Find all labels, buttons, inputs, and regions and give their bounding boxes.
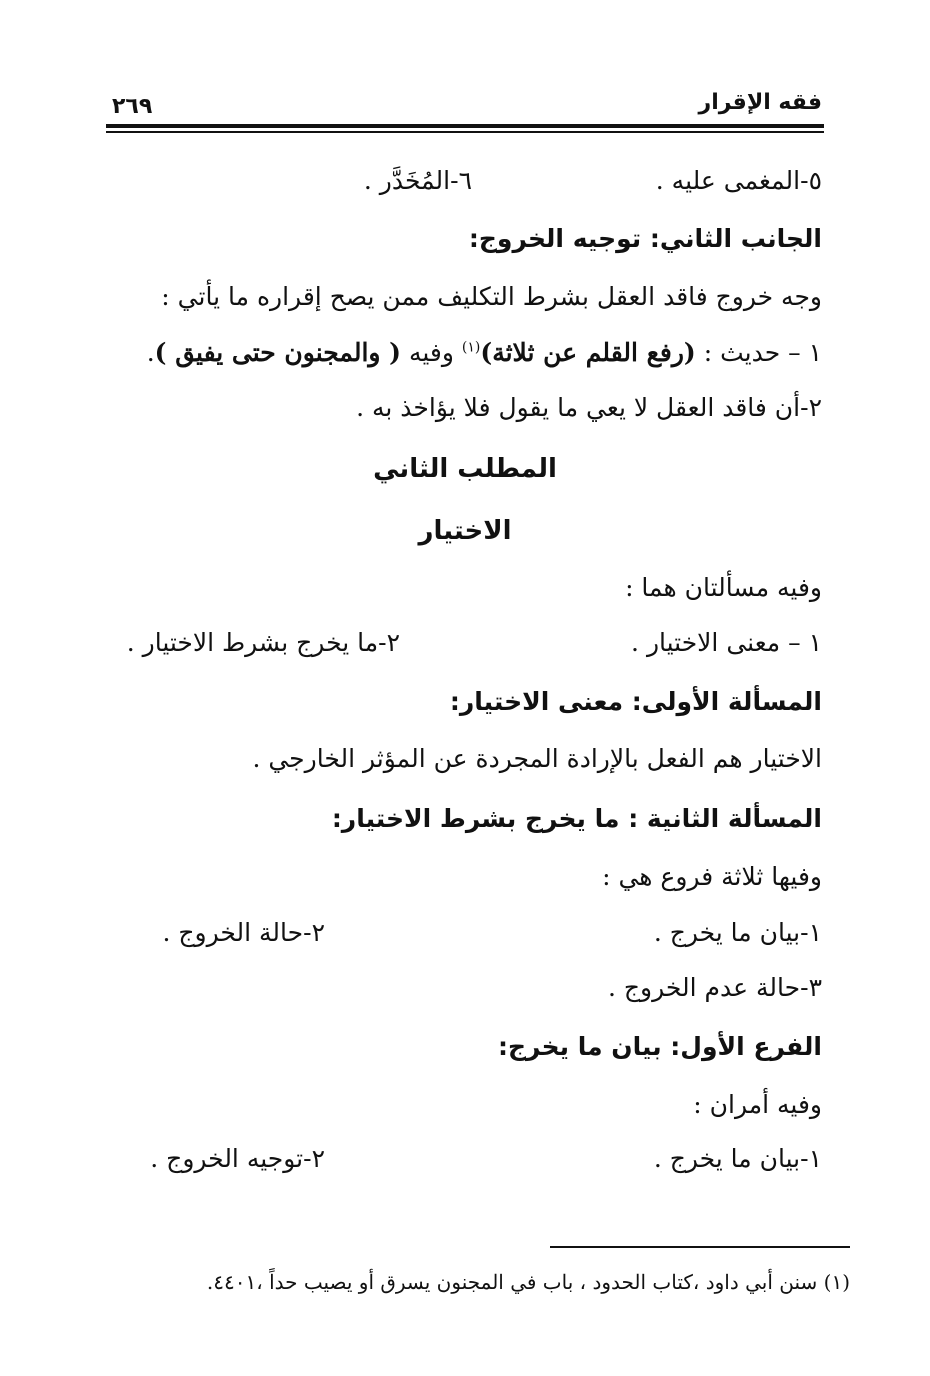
point-1-end: . <box>146 338 155 367</box>
section2-item-2: ٢-ما يخرج بشرط الاختيار . <box>126 628 400 657</box>
masala-2-heading: المسألة الثانية : ما يخرج بشرط الاختيار: <box>331 804 822 833</box>
header-rule-thick <box>106 124 824 128</box>
amr-item-2: ٢-توجيه الخروج . <box>150 1144 325 1173</box>
point-1-line <box>147 340 822 365</box>
list-item-5: ٥-المغمى عليه . <box>655 166 822 195</box>
section-heading-janib: الجانب الثاني: توجيه الخروج: <box>468 224 822 253</box>
matlab-title: المطلب الثاني <box>373 454 557 484</box>
hadith-quote: (رفع القلم عن ثلاثة) <box>480 338 696 367</box>
far-item-3: ٣-حالة عدم الخروج . <box>608 973 822 1002</box>
footnote-separator <box>550 1246 850 1248</box>
masala-1-heading: المسألة الأولى: معنى الاختيار: <box>449 687 822 716</box>
running-header-title: فقه الإقرار <box>698 90 822 115</box>
far-item-2: ٢-حالة الخروج . <box>162 918 325 947</box>
footnote-ref[interactable]: (١) <box>461 339 481 356</box>
point-1-mid: وفيه <box>401 338 462 367</box>
page-number: ٢٦٩ <box>112 94 153 119</box>
masala-1-text: الاختيار هم الفعل بالإرادة المجردة عن المؤثر الخارجي . <box>252 744 822 773</box>
matlab-subtitle: الاختيار <box>418 516 512 546</box>
footnote-text: (١) سنن أبي داود ،كتاب الحدود ، باب في المجنون يسرق أو يصيب حداً ،٤٤٠١. <box>206 1270 850 1294</box>
list-item-6: ٦-المُخَدَّر . <box>363 166 472 195</box>
point-1-prefix: ١ – حديث : <box>695 338 822 367</box>
far-intro: وفيه أمران : <box>693 1090 822 1119</box>
far-heading: الفرع الأول: بيان ما يخرج: <box>498 1032 822 1061</box>
point-2: ٢-أن فاقد العقل لا يعي ما يقول فلا يؤاخذ به . <box>356 393 822 422</box>
hadith-quote-2: ( والمجنون حتى يفيق ) <box>154 338 402 367</box>
header-rule-thin <box>106 131 824 133</box>
section2-item-1: ١ – معنى الاختيار . <box>631 628 822 657</box>
section2-intro: وفيه مسألتان هما : <box>625 573 822 602</box>
amr-item-1: ١-بيان ما يخرج . <box>653 1144 822 1173</box>
paragraph-intro: وجه خروج فاقد العقل بشرط التكليف ممن يصح إقراره ما يأتي : <box>161 282 822 311</box>
far-item-1: ١-بيان ما يخرج . <box>653 918 822 947</box>
masala-2-intro: وفيها ثلاثة فروع هي : <box>602 862 822 891</box>
